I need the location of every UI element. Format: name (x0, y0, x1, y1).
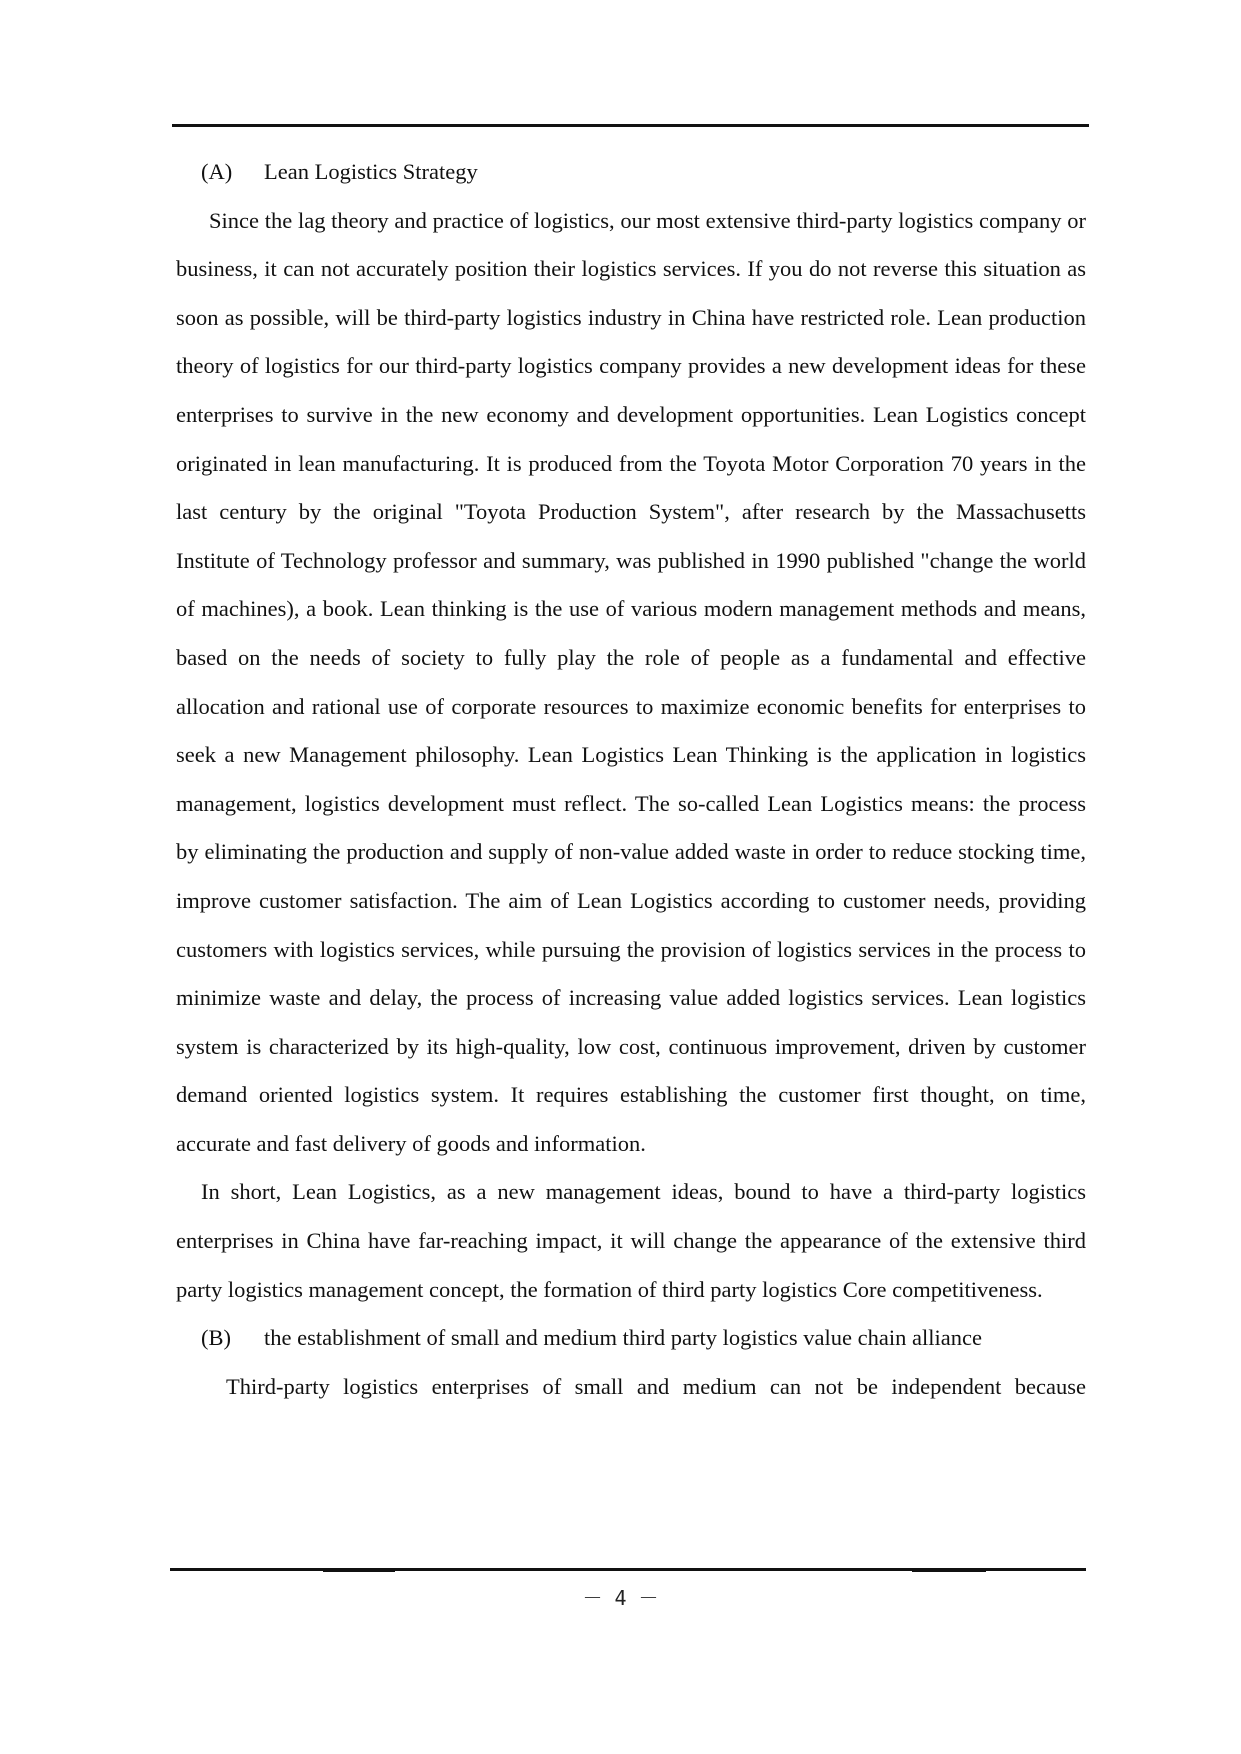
footer-rule-mark (323, 1568, 395, 1572)
paragraph-lean-logistics: Since the lag theory and practice of logistics, our most extensive third-party logistics company or business, it can not accurately position their logistics services. If you do not reverse this situation as soon as possible, will be third-party logistics industry in China have restricted role. Lean production theory of logistics for our third-party logistics company provides a new development ideas for these enterprises to survive in the new economy and development opportunities. Lean Logistics concept originated in lean manufacturing. It is produced from the Toyota Motor Corporation 70 years in the last century by the original "Toyota Production System", after research by the Massachusetts Institute of Technology professor and summary, was published in 1990 published "change the world of machines), a book. Lean thinking is the use of various modern management methods and means, based on the needs of society to fully play the role of people as a fundamental and effective allocation and rational use of corporate resources to maximize economic benefits for enterprises to seek a new Management philosophy. Lean Logistics Lean Thinking is the application in logistics management, logistics development must reflect. The so-called Lean Logistics means: the process by eliminating the production and supply of non-value added waste in order to reduce stocking time, improve customer satisfaction. The aim of Lean Logistics according to customer needs, providing customers with logistics services, while pursuing the provision of logistics services in the process to minimize waste and delay, the process of increasing value added logistics services. Lean logistics system is characterized by its high-quality, low cost, continuous improvement, driven by customer demand oriented logistics system. It requires establishing the customer first thought, on time, accurate and fast delivery of goods and information. (176, 207, 1086, 1156)
section-heading-b (176, 1314, 1086, 1363)
page-body (176, 148, 1086, 1411)
section-title-b: the establishment of small and medium third party logistics value chain alliance (264, 1325, 982, 1351)
section-number-a: (A) (201, 159, 233, 184)
section-heading-a (176, 148, 1086, 197)
page-number: － 4 － (582, 1586, 659, 1610)
footer-rule-mark (912, 1568, 986, 1572)
header-rule (172, 124, 1089, 127)
section-number-b: (B) (201, 1325, 231, 1351)
paragraph-in-short: In short, Lean Logistics, as a new management ideas, bound to have a third-party logistics enterprises in China have far-reaching impact, it will change the appearance of the extensive third party logistics management concept, the formation of third party logistics Core competitiveness. (176, 1179, 1086, 1302)
footer-rule (170, 1568, 1086, 1571)
section-title-a: Lean Logistics Strategy (264, 159, 478, 184)
paragraph-value-chain: Third-party logistics enterprises of small and medium can not be independent because (226, 1373, 1086, 1399)
